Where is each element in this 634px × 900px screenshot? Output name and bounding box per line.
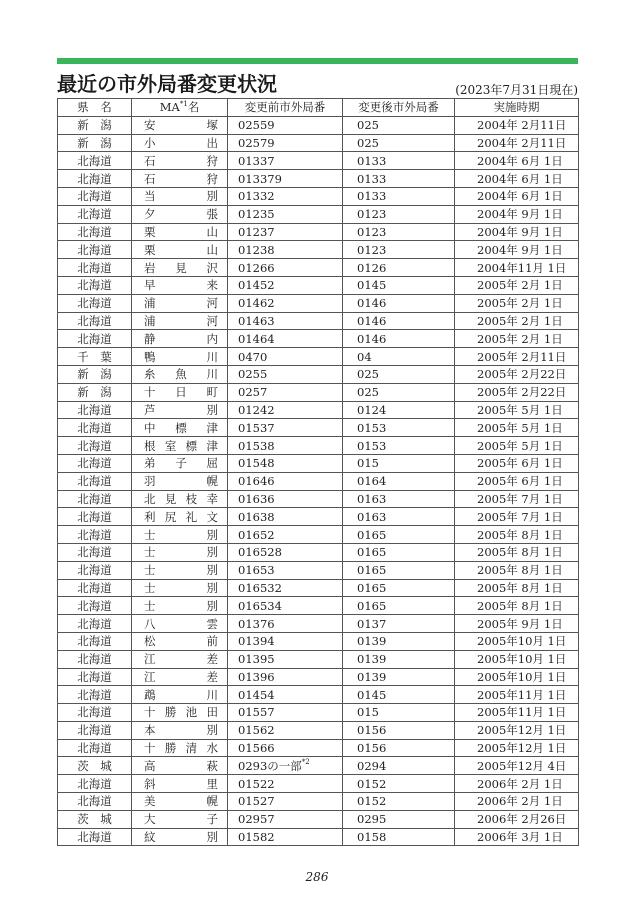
table-row (58, 490, 579, 508)
table-row (58, 828, 579, 846)
old-code-cell: 01522 (228, 775, 343, 793)
table-row (58, 187, 579, 205)
new-code-cell: 0139 (343, 632, 455, 650)
ma-name-cell: 羽幌 (132, 472, 228, 490)
date-cell: 2005年 2月 1日 (455, 276, 579, 294)
table-row (58, 330, 579, 348)
prefecture-cell: 北海道 (58, 615, 132, 633)
old-code-cell: 013379 (228, 170, 343, 188)
date-cell: 2005年 5月 1日 (455, 437, 579, 455)
table-row (58, 704, 579, 722)
old-code-cell: 0255 (228, 365, 343, 383)
prefecture-cell: 北海道 (58, 187, 132, 205)
footnote-mark-2: *2 (301, 757, 310, 766)
prefecture-cell: 北海道 (58, 775, 132, 793)
new-code-cell: 025 (343, 116, 455, 134)
old-code-cell: 01332 (228, 187, 343, 205)
date-cell: 2004年 6月 1日 (455, 170, 579, 188)
table-row (58, 650, 579, 668)
prefecture-cell: 北海道 (58, 561, 132, 579)
prefecture-cell: 北海道 (58, 650, 132, 668)
ma-name-cell: 十勝池田 (132, 704, 228, 722)
header-ma-suffix: 名 (187, 100, 200, 115)
new-code-cell: 0165 (343, 526, 455, 544)
old-code-cell: 01636 (228, 490, 343, 508)
new-code-cell: 0146 (343, 294, 455, 312)
new-code-cell: 015 (343, 704, 455, 722)
old-code-cell: 01548 (228, 454, 343, 472)
ma-name-cell: 芦別 (132, 401, 228, 419)
ma-name-cell: 十日町 (132, 383, 228, 401)
old-code-cell: 01582 (228, 828, 343, 846)
old-code-cell: 02579 (228, 134, 343, 152)
old-code-cell: 01242 (228, 401, 343, 419)
ma-name-cell: 中標津 (132, 419, 228, 437)
prefecture-cell: 北海道 (58, 632, 132, 650)
date-cell: 2005年10月 1日 (455, 668, 579, 686)
prefecture-cell: 北海道 (58, 259, 132, 277)
table-row (58, 632, 579, 650)
footnote-mark-1: *1 (179, 100, 188, 109)
new-code-cell: 0146 (343, 330, 455, 348)
date-cell: 2005年 2月 1日 (455, 312, 579, 330)
prefecture-cell: 北海道 (58, 828, 132, 846)
ma-name-cell: 鵡川 (132, 686, 228, 704)
new-code-cell: 0126 (343, 259, 455, 277)
table-header-row (58, 99, 579, 117)
date-cell: 2004年 2月11日 (455, 116, 579, 134)
new-code-cell: 0158 (343, 828, 455, 846)
new-code-cell: 04 (343, 348, 455, 366)
prefecture-cell: 北海道 (58, 597, 132, 615)
date-cell: 2005年 8月 1日 (455, 579, 579, 597)
prefecture-cell: 北海道 (58, 330, 132, 348)
header-ma-label: MA (159, 100, 180, 115)
old-code-cell: 016534 (228, 597, 343, 615)
date-cell: 2005年 7月 1日 (455, 508, 579, 526)
ma-name-cell: 鴨川 (132, 348, 228, 366)
table-row (58, 454, 579, 472)
prefecture-cell: 北海道 (58, 579, 132, 597)
old-code-cell: 01337 (228, 152, 343, 170)
ma-name-cell: 根室標津 (132, 437, 228, 455)
old-code-cell: 01238 (228, 241, 343, 259)
date-cell: 2005年 2月11日 (455, 348, 579, 366)
table-row (58, 294, 579, 312)
date-cell: 2005年 6月 1日 (455, 454, 579, 472)
table-row (58, 223, 579, 241)
prefecture-cell: 北海道 (58, 490, 132, 508)
old-code-cell: 02957 (228, 810, 343, 828)
table-row (58, 401, 579, 419)
table-row (58, 419, 579, 437)
date-cell: 2005年 8月 1日 (455, 597, 579, 615)
prefecture-cell: 北海道 (58, 739, 132, 757)
old-code-cell: 01566 (228, 739, 343, 757)
ma-name-cell: 栗山 (132, 241, 228, 259)
ma-name-cell: 十勝清水 (132, 739, 228, 757)
table-row (58, 775, 579, 793)
date-cell: 2006年 2月 1日 (455, 775, 579, 793)
ma-name-cell: 本別 (132, 721, 228, 739)
old-code-cell: 01454 (228, 686, 343, 704)
table-row (58, 383, 579, 401)
table-row (58, 241, 579, 259)
old-code-cell: 02559 (228, 116, 343, 134)
ma-name-cell: 静内 (132, 330, 228, 348)
old-code-cell: 01464 (228, 330, 343, 348)
prefecture-cell: 北海道 (58, 205, 132, 223)
old-code-cell: 01557 (228, 704, 343, 722)
date-cell: 2005年 5月 1日 (455, 419, 579, 437)
new-code-cell: 0164 (343, 472, 455, 490)
table-row (58, 508, 579, 526)
ma-name-cell: 石狩 (132, 152, 228, 170)
new-code-cell: 0145 (343, 276, 455, 294)
prefecture-cell: 北海道 (58, 170, 132, 188)
new-code-cell: 0165 (343, 597, 455, 615)
new-code-cell: 0156 (343, 739, 455, 757)
ma-name-cell: 松前 (132, 632, 228, 650)
old-code-cell: 01652 (228, 526, 343, 544)
ma-name-cell: 利尻礼文 (132, 508, 228, 526)
prefecture-cell: 新 潟 (58, 134, 132, 152)
prefecture-cell: 北海道 (58, 312, 132, 330)
prefecture-cell: 千 葉 (58, 348, 132, 366)
ma-name-cell: 士別 (132, 543, 228, 561)
ma-name-cell: 美幌 (132, 793, 228, 811)
old-code-cell: 016532 (228, 579, 343, 597)
table-row (58, 116, 579, 134)
ma-name-cell: 士別 (132, 579, 228, 597)
old-code-cell: 01527 (228, 793, 343, 811)
as-of-date: (2023年7月31日現在) (455, 83, 578, 97)
date-cell: 2004年 9月 1日 (455, 241, 579, 259)
date-cell: 2005年 5月 1日 (455, 401, 579, 419)
new-code-cell: 0123 (343, 223, 455, 241)
prefecture-cell: 北海道 (58, 401, 132, 419)
date-cell: 2006年 2月26日 (455, 810, 579, 828)
table-row (58, 757, 579, 775)
ma-name-cell: 石狩 (132, 170, 228, 188)
table-row (58, 526, 579, 544)
new-code-cell: 0146 (343, 312, 455, 330)
date-cell: 2005年 2月22日 (455, 365, 579, 383)
prefecture-cell: 北海道 (58, 223, 132, 241)
prefecture-cell: 北海道 (58, 526, 132, 544)
prefecture-cell: 北海道 (58, 704, 132, 722)
page-title: 最近の市外局番変更状況 (57, 72, 277, 96)
table-row (58, 348, 579, 366)
old-code-cell: 016528 (228, 543, 343, 561)
ma-name-cell: 浦河 (132, 312, 228, 330)
prefecture-cell: 茨 城 (58, 810, 132, 828)
new-code-cell: 0163 (343, 490, 455, 508)
table-row (58, 543, 579, 561)
header-new-code: 変更後市外局番 (343, 99, 455, 117)
table-row (58, 259, 579, 277)
header-rule (57, 58, 578, 64)
table-row (58, 810, 579, 828)
table-row (58, 615, 579, 633)
table-row (58, 170, 579, 188)
date-cell: 2005年 2月 1日 (455, 330, 579, 348)
date-cell: 2005年 8月 1日 (455, 526, 579, 544)
table-row (58, 472, 579, 490)
table-row (58, 152, 579, 170)
header-ma (132, 99, 228, 117)
old-code-cell: 01395 (228, 650, 343, 668)
table-row (58, 793, 579, 811)
new-code-cell: 0153 (343, 437, 455, 455)
prefecture-cell: 北海道 (58, 419, 132, 437)
old-code-cell: 01266 (228, 259, 343, 277)
prefecture-cell: 北海道 (58, 241, 132, 259)
new-code-cell: 0139 (343, 668, 455, 686)
header-prefecture: 県 名 (58, 99, 132, 117)
ma-name-cell: 江差 (132, 650, 228, 668)
new-code-cell: 0133 (343, 152, 455, 170)
old-code-text: 0293の一部 (238, 758, 302, 773)
table-row (58, 597, 579, 615)
date-cell: 2005年 8月 1日 (455, 561, 579, 579)
table-row (58, 721, 579, 739)
new-code-cell: 0165 (343, 543, 455, 561)
old-code-cell: 01646 (228, 472, 343, 490)
table-row (58, 686, 579, 704)
prefecture-cell: 新 潟 (58, 365, 132, 383)
prefecture-cell: 北海道 (58, 472, 132, 490)
old-code-cell: 0470 (228, 348, 343, 366)
prefecture-cell: 新 潟 (58, 116, 132, 134)
prefecture-cell: 北海道 (58, 454, 132, 472)
new-code-cell: 025 (343, 134, 455, 152)
date-cell: 2005年 7月 1日 (455, 490, 579, 508)
new-code-cell: 0294 (343, 757, 455, 775)
ma-name-cell: 士別 (132, 561, 228, 579)
new-code-cell: 0124 (343, 401, 455, 419)
old-code-cell: 01396 (228, 668, 343, 686)
new-code-cell: 0133 (343, 170, 455, 188)
prefecture-cell: 北海道 (58, 437, 132, 455)
old-code-cell (228, 757, 343, 775)
date-cell: 2005年11月 1日 (455, 704, 579, 722)
area-code-change-table (57, 98, 579, 846)
ma-name-cell: 北見枝幸 (132, 490, 228, 508)
old-code-cell: 01638 (228, 508, 343, 526)
prefecture-cell: 北海道 (58, 686, 132, 704)
table-row (58, 668, 579, 686)
old-code-cell: 01235 (228, 205, 343, 223)
prefecture-cell: 北海道 (58, 152, 132, 170)
new-code-cell: 0123 (343, 205, 455, 223)
old-code-cell: 01237 (228, 223, 343, 241)
ma-name-cell: 高萩 (132, 757, 228, 775)
ma-name-cell: 岩見沢 (132, 259, 228, 277)
ma-name-cell: 紋別 (132, 828, 228, 846)
ma-name-cell: 八雲 (132, 615, 228, 633)
date-cell: 2005年12月 4日 (455, 757, 579, 775)
table-body (58, 116, 579, 846)
table-row (58, 276, 579, 294)
ma-name-cell: 士別 (132, 526, 228, 544)
old-code-cell: 0257 (228, 383, 343, 401)
old-code-cell: 01463 (228, 312, 343, 330)
table-row (58, 579, 579, 597)
header-date: 実施時期 (455, 99, 579, 117)
ma-name-cell: 浦河 (132, 294, 228, 312)
date-cell: 2006年 2月 1日 (455, 793, 579, 811)
new-code-cell: 0152 (343, 793, 455, 811)
table-row (58, 437, 579, 455)
ma-name-cell: 当別 (132, 187, 228, 205)
table-row (58, 739, 579, 757)
ma-name-cell: 斜里 (132, 775, 228, 793)
new-code-cell: 0156 (343, 721, 455, 739)
table-row (58, 205, 579, 223)
ma-name-cell: 夕張 (132, 205, 228, 223)
table-row (58, 561, 579, 579)
old-code-cell: 01452 (228, 276, 343, 294)
new-code-cell: 0153 (343, 419, 455, 437)
old-code-cell: 01462 (228, 294, 343, 312)
table-row (58, 312, 579, 330)
date-cell: 2005年11月 1日 (455, 686, 579, 704)
table-row (58, 365, 579, 383)
date-cell: 2005年 9月 1日 (455, 615, 579, 633)
old-code-cell: 01653 (228, 561, 343, 579)
prefecture-cell: 北海道 (58, 721, 132, 739)
table-row (58, 134, 579, 152)
date-cell: 2004年 9月 1日 (455, 205, 579, 223)
ma-name-cell: 早来 (132, 276, 228, 294)
new-code-cell: 0165 (343, 561, 455, 579)
prefecture-cell: 北海道 (58, 793, 132, 811)
new-code-cell: 0152 (343, 775, 455, 793)
new-code-cell: 0123 (343, 241, 455, 259)
old-code-cell: 01562 (228, 721, 343, 739)
new-code-cell: 0145 (343, 686, 455, 704)
new-code-cell: 0295 (343, 810, 455, 828)
old-code-cell: 01376 (228, 615, 343, 633)
date-cell: 2005年10月 1日 (455, 632, 579, 650)
old-code-cell: 01538 (228, 437, 343, 455)
new-code-cell: 025 (343, 383, 455, 401)
date-cell: 2005年 6月 1日 (455, 472, 579, 490)
new-code-cell: 0133 (343, 187, 455, 205)
prefecture-cell: 新 潟 (58, 383, 132, 401)
new-code-cell: 0139 (343, 650, 455, 668)
header-old-code: 変更前市外局番 (228, 99, 343, 117)
new-code-cell: 0137 (343, 615, 455, 633)
ma-name-cell: 弟子屈 (132, 454, 228, 472)
prefecture-cell: 北海道 (58, 543, 132, 561)
date-cell: 2006年 3月 1日 (455, 828, 579, 846)
new-code-cell: 025 (343, 365, 455, 383)
ma-name-cell: 江差 (132, 668, 228, 686)
date-cell: 2005年12月 1日 (455, 721, 579, 739)
ma-name-cell: 安塚 (132, 116, 228, 134)
prefecture-cell: 北海道 (58, 294, 132, 312)
date-cell: 2005年 2月22日 (455, 383, 579, 401)
prefecture-cell: 茨 城 (58, 757, 132, 775)
prefecture-cell: 北海道 (58, 276, 132, 294)
date-cell: 2005年10月 1日 (455, 650, 579, 668)
date-cell: 2004年11月 1日 (455, 259, 579, 277)
date-cell: 2004年 6月 1日 (455, 187, 579, 205)
ma-name-cell: 士別 (132, 597, 228, 615)
new-code-cell: 015 (343, 454, 455, 472)
date-cell: 2005年 8月 1日 (455, 543, 579, 561)
date-cell: 2005年 2月 1日 (455, 294, 579, 312)
date-cell: 2005年12月 1日 (455, 739, 579, 757)
old-code-cell: 01537 (228, 419, 343, 437)
new-code-cell: 0165 (343, 579, 455, 597)
date-cell: 2004年 6月 1日 (455, 152, 579, 170)
date-cell: 2004年 2月11日 (455, 134, 579, 152)
ma-name-cell: 栗山 (132, 223, 228, 241)
ma-name-cell: 小出 (132, 134, 228, 152)
prefecture-cell: 北海道 (58, 508, 132, 526)
old-code-cell: 01394 (228, 632, 343, 650)
date-cell: 2004年 9月 1日 (455, 223, 579, 241)
ma-name-cell: 糸魚川 (132, 365, 228, 383)
prefecture-cell: 北海道 (58, 668, 132, 686)
new-code-cell: 0163 (343, 508, 455, 526)
page-number: 286 (305, 870, 329, 884)
ma-name-cell: 大子 (132, 810, 228, 828)
